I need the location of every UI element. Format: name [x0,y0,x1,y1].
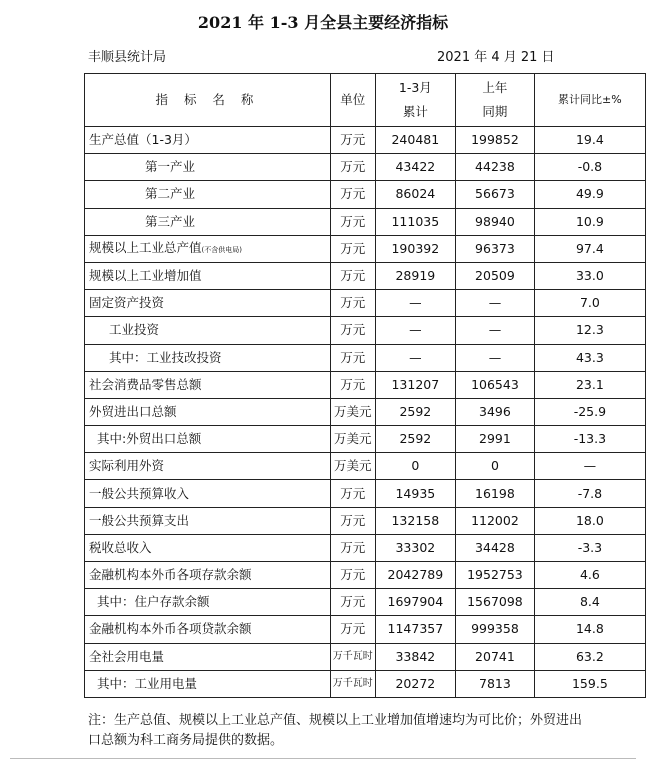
growth-value: 23.1 [534,371,645,398]
growth-value: 63.2 [534,643,645,670]
table-row [85,480,646,507]
cumulative-value: 2042789 [375,562,455,589]
indicator-name: 实际利用外资 [85,453,331,480]
indicator-name: 一般公共预算支出 [85,507,331,534]
indicator-unit: 万元 [330,371,375,398]
growth-value: -7.8 [534,480,645,507]
prior-value: 1952753 [456,562,535,589]
indicator-unit: 万千瓦时 [330,643,375,670]
prior-value: 0 [456,453,535,480]
indicator-name: 金融机构本外币各项存款余额 [85,562,331,589]
indicator-unit: 万元 [330,562,375,589]
prior-value: — [456,290,535,317]
indicator-unit: 万元 [330,127,375,154]
indicator-name: 规模以上工业增加值 [85,262,331,289]
indicator-name: 全社会用电量 [85,643,331,670]
indicator-name: 生产总值（1-3月） [85,127,331,154]
indicator-table [84,73,646,698]
indicator-unit: 万元 [330,262,375,289]
table-row [85,589,646,616]
growth-value: 33.0 [534,262,645,289]
table-row [85,453,646,480]
table-header-row [85,74,646,127]
cumulative-value: — [375,317,455,344]
cumulative-value: 20272 [375,670,455,697]
table-row [85,507,646,534]
indicator-unit: 万元 [330,317,375,344]
table-row [85,371,646,398]
prior-value: 98940 [456,208,535,235]
table-row [85,317,646,344]
table-row [85,181,646,208]
cumulative-value: 0 [375,453,455,480]
indicator-unit: 万元 [330,344,375,371]
page-title: 2021 年 1-3 月全县主要经济指标 [197,13,449,32]
indicator-name: 第三产业 [85,208,331,235]
indicator-unit: 万元 [330,154,375,181]
table-row [85,426,646,453]
prior-value: 7813 [456,670,535,697]
growth-value: -3.3 [534,534,645,561]
cumulative-value: 2592 [375,398,455,425]
cumulative-value: 28919 [375,262,455,289]
prior-value: — [456,317,535,344]
cumulative-value: 33842 [375,643,455,670]
table-row [85,154,646,181]
indicator-unit: 万元 [330,507,375,534]
growth-value: 4.6 [534,562,645,589]
cumulative-value: 43422 [375,154,455,181]
indicator-name: 金融机构本外币各项贷款余额 [85,616,331,643]
header-prior: 上年 同期 [456,74,535,127]
growth-value: 159.5 [534,670,645,697]
cumulative-value: 132158 [375,507,455,534]
cumulative-value: 131207 [375,371,455,398]
cumulative-value: 1697904 [375,589,455,616]
growth-value: 12.3 [534,317,645,344]
indicator-unit: 万元 [330,480,375,507]
indicator-unit: 万美元 [330,453,375,480]
indicator-note: (不含供电局) [201,245,242,254]
prior-value: 96373 [456,235,535,262]
growth-value: -25.9 [534,398,645,425]
indicator-name: 一般公共预算收入 [85,480,331,507]
growth-value: 7.0 [534,290,645,317]
indicator-unit: 万元 [330,534,375,561]
cumulative-value: — [375,344,455,371]
table-row [85,235,646,262]
table-row [85,643,646,670]
growth-value: -0.8 [534,154,645,181]
growth-value: 18.0 [534,507,645,534]
cumulative-value: 240481 [375,127,455,154]
table-row [85,344,646,371]
prior-value: 20741 [456,643,535,670]
indicator-name: 固定资产投资 [85,290,331,317]
indicator-name: 工业投资 [85,317,331,344]
indicator-name: 第二产业 [85,181,331,208]
table-row [85,670,646,697]
header-name: 指 标 名 称 [85,74,331,127]
cumulative-value: 2592 [375,426,455,453]
indicator-name: 其中：住户存款余额 [85,589,331,616]
indicator-unit: 万美元 [330,398,375,425]
growth-value: 97.4 [534,235,645,262]
table-row [85,208,646,235]
indicator-unit: 万元 [330,208,375,235]
growth-value: — [534,453,645,480]
footnote: 注：生产总值、规模以上工业总产值、规模以上工业增加值增速均为可比价；外贸进出口总额为科工商务局提供的数据。 [88,713,583,748]
cumulative-value: 86024 [375,181,455,208]
prior-value: 199852 [456,127,535,154]
indicator-unit: 万千瓦时 [330,670,375,697]
report-date: 2021 年 4 月 21 日 [437,50,555,65]
indicator-unit: 万元 [330,616,375,643]
table-row [85,262,646,289]
table-row [85,290,646,317]
cumulative-value: — [375,290,455,317]
indicator-name: 其中：工业用电量 [85,670,331,697]
table-row [85,127,646,154]
indicator-name: 规模以上工业总产值(不含供电局) [85,235,331,262]
indicator-unit: 万元 [330,235,375,262]
prior-value: 20509 [456,262,535,289]
prior-value: 34428 [456,534,535,561]
table-row [85,398,646,425]
prior-value: 3496 [456,398,535,425]
header-unit: 单位 [330,74,375,127]
growth-value: -13.3 [534,426,645,453]
indicator-name: 税收总收入 [85,534,331,561]
bottom-divider [10,758,636,759]
indicator-unit: 万元 [330,181,375,208]
indicator-name: 其中：工业技改投资 [85,344,331,371]
indicator-unit: 万美元 [330,426,375,453]
issuer: 丰顺县统计局 [88,50,167,65]
indicator-name: 社会消费品零售总额 [85,371,331,398]
prior-value: 16198 [456,480,535,507]
prior-value: 1567098 [456,589,535,616]
cumulative-value: 190392 [375,235,455,262]
cumulative-value: 111035 [375,208,455,235]
table-row [85,534,646,561]
cumulative-value: 33302 [375,534,455,561]
prior-value: 44238 [456,154,535,181]
indicator-name: 外贸进出口总额 [85,398,331,425]
cumulative-value: 1147357 [375,616,455,643]
growth-value: 43.3 [534,344,645,371]
prior-value: 112002 [456,507,535,534]
growth-value: 14.8 [534,616,645,643]
table-row [85,562,646,589]
prior-value: 2991 [456,426,535,453]
header-cumulative: 1-3月 累计 [375,74,455,127]
growth-value: 8.4 [534,589,645,616]
prior-value: — [456,344,535,371]
growth-value: 49.9 [534,181,645,208]
indicator-name: 其中:外贸出口总额 [85,426,331,453]
cumulative-value: 14935 [375,480,455,507]
prior-value: 106543 [456,371,535,398]
indicator-unit: 万元 [330,589,375,616]
prior-value: 56673 [456,181,535,208]
indicator-name: 第一产业 [85,154,331,181]
prior-value: 999358 [456,616,535,643]
indicator-unit: 万元 [330,290,375,317]
growth-value: 10.9 [534,208,645,235]
table-row [85,616,646,643]
header-growth: 累计同比±% [534,74,645,127]
growth-value: 19.4 [534,127,645,154]
